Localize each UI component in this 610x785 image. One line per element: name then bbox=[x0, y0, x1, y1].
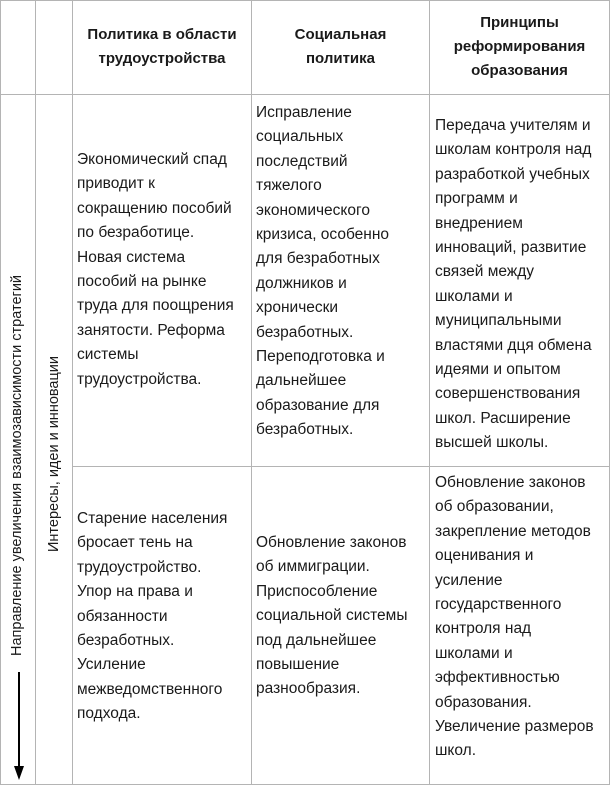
outer-vertical-label: Направление увеличения взаимозависимости стратегий bbox=[9, 274, 25, 656]
header-employment-policy bbox=[73, 4, 251, 90]
header-label: Принципы реформирования образования bbox=[453, 14, 586, 79]
header-social-policy bbox=[252, 4, 429, 90]
table-cell: Передача учителям и школам контроля над разработкой учебных программ и внедрением инноваций, развитие связей между школами и муниципальными властями дця обмена идеями и опытом совершенствования школ. Расширение высшей школы. bbox=[435, 117, 592, 452]
table-cell: Исправление социальных последствий тяжелого экономического кризиса, особенно для безработных должников и хронически безработных. Переподготовка и дальнейшее образование для безработных. bbox=[256, 104, 390, 439]
column-divider bbox=[251, 0, 252, 785]
table-border-top bbox=[0, 0, 610, 1]
header-label: Социальная политика bbox=[294, 26, 387, 67]
column-divider bbox=[72, 0, 73, 785]
table-border-left bbox=[0, 0, 1, 785]
column-divider bbox=[35, 0, 36, 785]
table-cell: Обновление законов об иммиграции. Приспособление социальной системы под дальнейшее повышение разнообразия. bbox=[256, 534, 408, 698]
table-cell: Старение населения бросает тень на трудоустройство. Упор на права и обязанности безработных. Усиление межведомственного подхода. bbox=[77, 510, 228, 723]
header-education-reform bbox=[430, 4, 609, 90]
header-divider bbox=[0, 94, 610, 95]
inner-vertical-label: Интересы, идеи и инновации bbox=[46, 356, 62, 552]
row-divider bbox=[72, 466, 610, 467]
table-cell: Экономический спад приводит к сокращению пособий по безработице. Новая система пособий на рынке труда для поощрения занятости. Реформа системы трудоустройства. bbox=[77, 151, 234, 388]
column-divider bbox=[429, 0, 430, 785]
table-cell: Обновление законов об образовании, закрепление методов оценивания и усиление государственного контроля над школами и эффективностью образования. Увеличение размеров школ. bbox=[435, 474, 594, 760]
header-label: Политика в области трудоустройства bbox=[87, 26, 237, 67]
arrow-down-icon bbox=[14, 672, 24, 780]
